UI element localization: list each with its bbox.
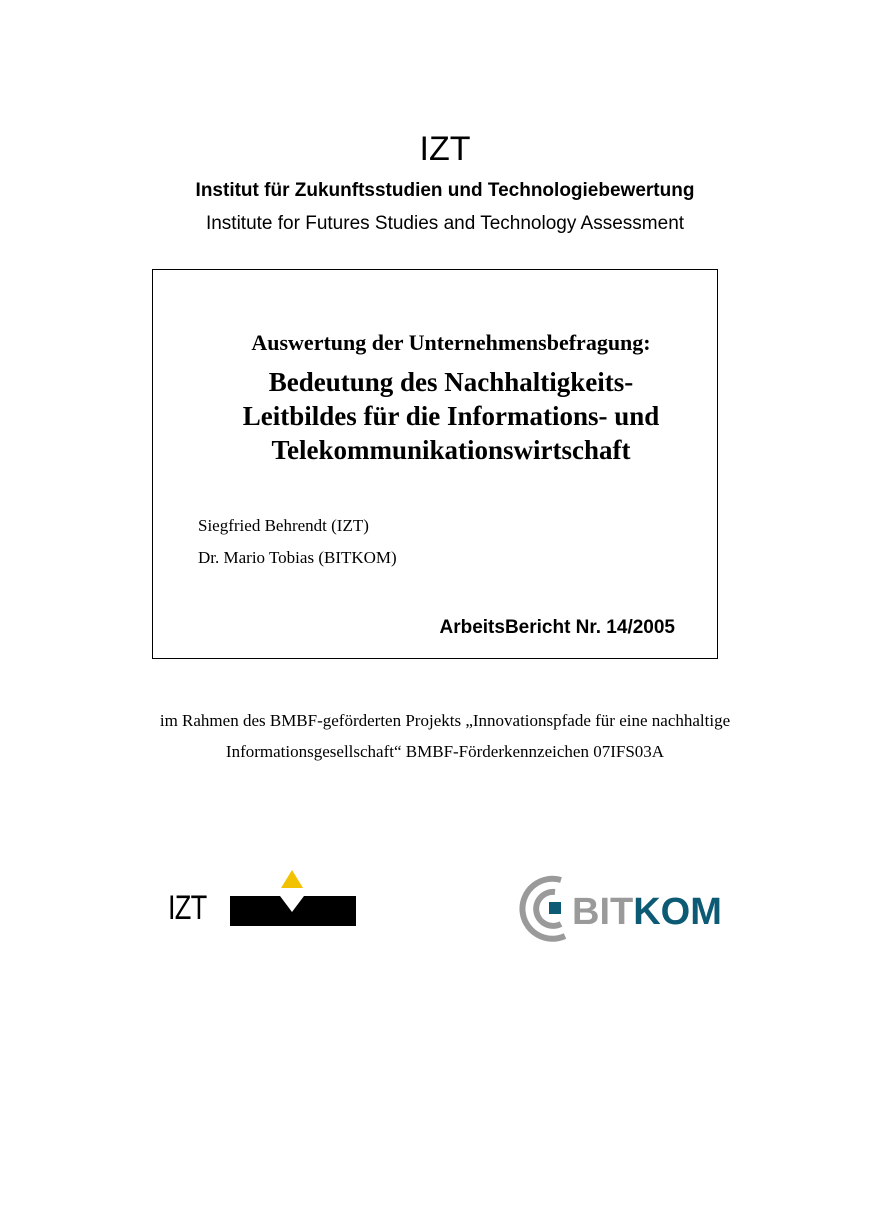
bitkom-wordmark-bit: BIT (572, 891, 634, 933)
report-title-line-1: Bedeutung des Nachhaltigkeits- (268, 367, 634, 397)
institute-name-german: Institut für Zukunftsstudien und Technologiebewertung (195, 180, 695, 201)
funding-line-1: im Rahmen des BMBF-geförderten Projekts „Innovationspfade für eine nachhaltige (159, 711, 731, 730)
izt-logo-triangle (281, 870, 303, 888)
report-title (153, 365, 749, 467)
bitkom-wordmark (572, 890, 722, 934)
author-1: Siegfried Behrendt (IZT) (198, 516, 369, 535)
izt-logo-text: IZT (168, 889, 207, 927)
izt-logo-mark (230, 868, 356, 930)
bitkom-logo (515, 874, 745, 944)
funding-note (0, 705, 890, 767)
bitkom-logo-mark (515, 874, 575, 944)
report-title-line-3: Telekommunikationswirtschaft (271, 435, 631, 465)
izt-logo-bar (230, 896, 356, 926)
title-box (152, 269, 718, 659)
institute-name-english: Institute for Futures Studies and Technology Assessment (205, 213, 685, 234)
report-title-line-2: Leitbildes für die Informations- und (242, 401, 660, 431)
bitkom-square (549, 902, 561, 914)
report-subtitle: Auswertung der Unternehmensbefragung: (251, 330, 651, 355)
institute-acronym: IZT (419, 130, 471, 168)
izt-logo (168, 868, 358, 930)
funding-line-2: Informationsgesellschaft“ BMBF-Förderkennzeichen 07IFS03A (225, 742, 665, 761)
report-number: ArbeitsBericht Nr. 14/2005 (439, 617, 675, 638)
bitkom-wordmark-kom: KOM (633, 891, 722, 933)
author-2: Dr. Mario Tobias (BITKOM) (198, 548, 397, 567)
